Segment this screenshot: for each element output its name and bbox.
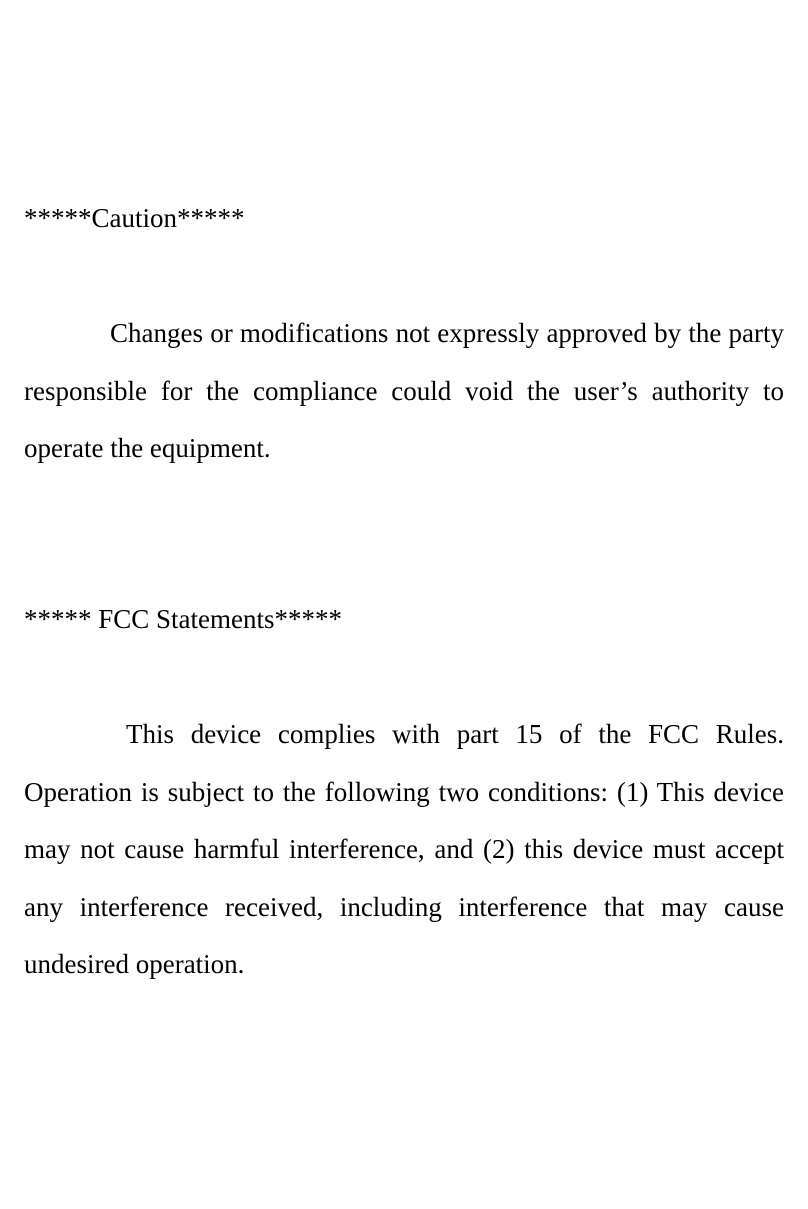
caution-heading: *****Caution***** [24,203,245,233]
fcc-statements-heading: ***** FCC Statements***** [24,604,343,634]
caution-paragraph: Changes or modifications not expressly approved by the party responsible for the compliance could void the user’s authority to operate the equipment. [24,318,784,463]
fcc-statements-paragraph: This device complies with part 15 of the FCC Rules. Operation is subject to the following two conditions: (1) This device may not cause harmful interference, and (2) this device must accept any interference received, including interference that may cause undesired operation. [24,719,784,979]
